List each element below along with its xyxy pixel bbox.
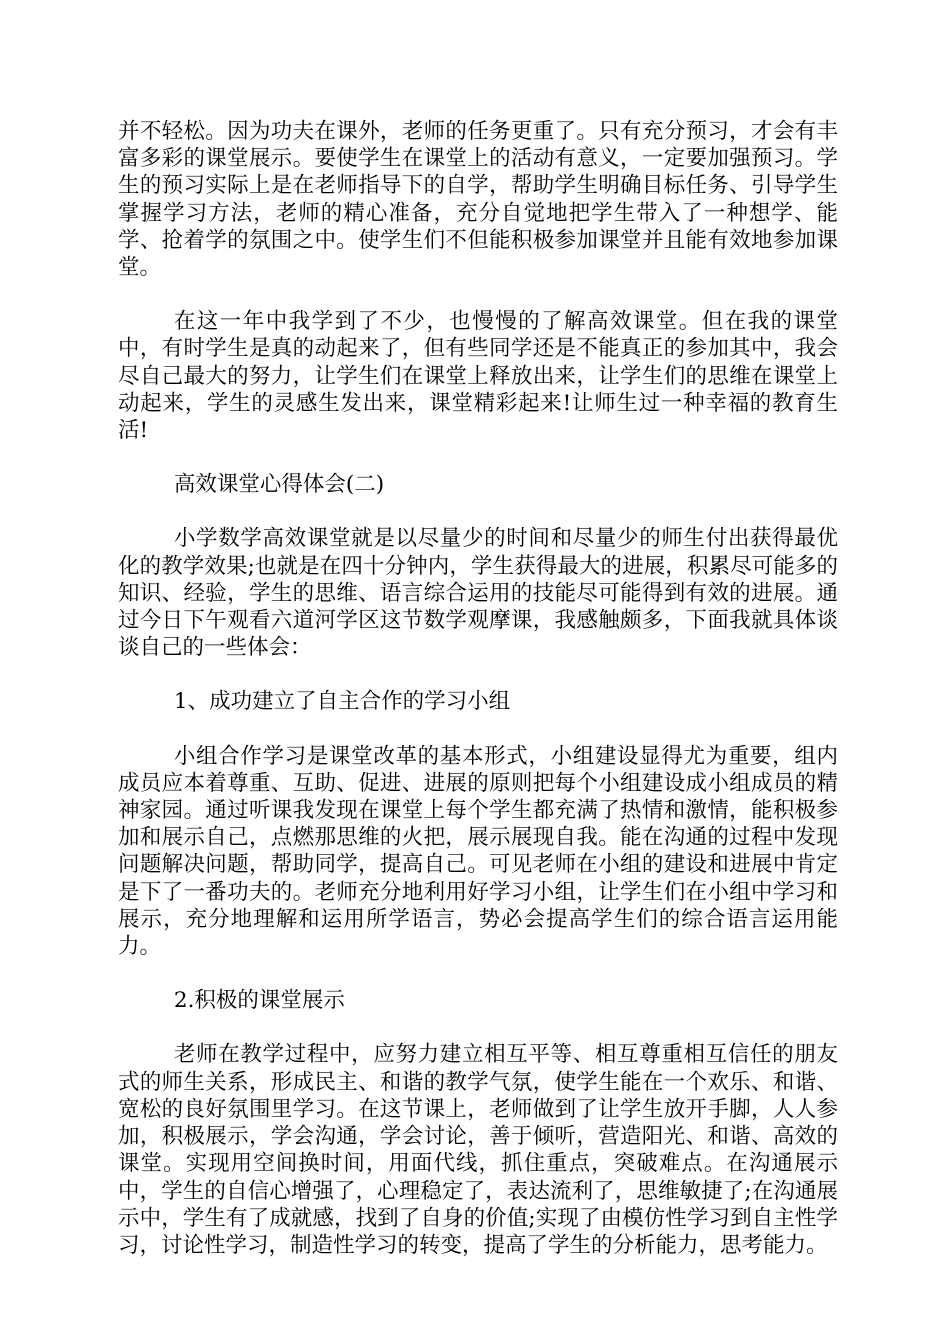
paragraph-classroom-display: 老师在教学过程中，应努力建立相互平等、相互尊重相互信任的朋友式的师生关系，形成民主、和谐的教学气氛，使学生能在一个欢乐、和谐、宽松的良好氛围里学习。在这节课上，老师做到了让学生放开手脚，人人参加，积极展示，学会沟通，学会讨论，善于倾听，营造阳光、和谐、高效的课堂。实现用空间换时间，用面代线，抓住重点，突破难点。在沟通展示中，学生的自信心增强了，心理稳定了，表达流利了，思维敏捷了;在沟通展示中，学生有了成就感，找到了自身的价值;实现了由模仿性学习到自主性学习，讨论性学习，制造性学习的转变，提高了学生的分析能力，思考能力。 (118, 1042, 838, 1258)
paragraph-reflection: 在这一年中我学到了不少，也慢慢的了解高效课堂。但在我的课堂中，有时学生是真的动起来了，但有些同学还是不能真正的参加其中，我会尽自己最大的努力，让学生们在课堂上释放出来，让学生们的思维在课堂上动起来，学生的灵感生发出来，课堂精彩起来!让师生过一种幸福的教育生活! (118, 309, 838, 444)
paragraph-group-study: 小组合作学习是课堂改革的基本形式，小组建设显得尤为重要，组内成员应本着尊重、互助、促进、进展的原则把每个小组建设成小组成员的精神家园。通过听课我发现在课堂上每个学生都充满了热情和激情，能积极参加和展示自己，点燃那思维的火把，展示展现自我。能在沟通的过程中发现问题解决问题，帮助同学，提高自己。可见老师在小组的建设和进展中肯定是下了一番功夫的。老师充分地利用好学习小组，让学生们在小组中学习和展示，充分地理解和运用所学语言，势必会提高学生们的综合语言运用能力。 (118, 743, 838, 960)
subheading-1: 1、成功建立了自主合作的学习小组 (173, 689, 511, 715)
document-page (118, 118, 838, 1286)
paragraph-intro: 小学数学高效课堂就是以尽量少的时间和尽量少的师生付出获得最优化的教学效果;也就是在四十分钟内，学生获得最大的进展，积累尽可能多的知识、经验，学生的思维、语言综合运用的技能尽可能得到有效的进展。通过今日下午观看六道河学区这节数学观摩课，我感触颇多，下面我就具体谈谈自己的一些体会： (118, 526, 838, 661)
section-title: 高效课堂心得体会(二) (173, 472, 385, 498)
paragraph-continuation: 并不轻松。因为功夫在课外，老师的任务更重了。只有充分预习，才会有丰富多彩的课堂展示。要使学生在课堂上的活动有意义，一定要加强预习。学生的预习实际上是在老师指导下的自学，帮助学生明确目标任务、引导学生掌握学习方法，老师的精心准备，充分自觉地把学生带入了一种想学、能学、抢着学的氛围之中。使学生们不但能积极参加课堂并且能有效地参加课堂。 (118, 119, 838, 281)
subheading-2: 2.积极的课堂展示 (173, 988, 345, 1014)
